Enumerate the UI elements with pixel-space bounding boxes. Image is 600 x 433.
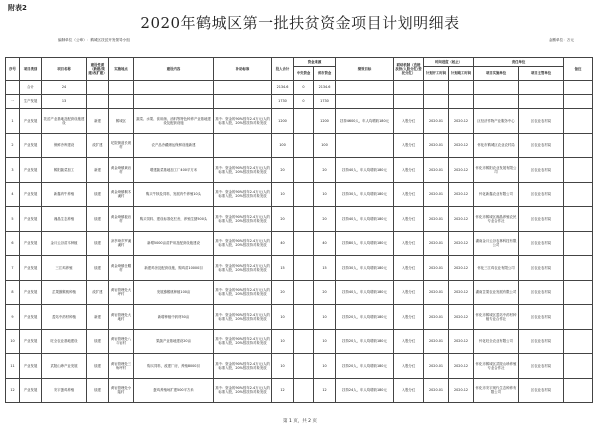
header-location: 实施地点 bbox=[109, 58, 134, 81]
cell-name: 武陵山珍产业发展 bbox=[42, 354, 87, 379]
cell-performance: 扶持30人，年人均增收180元 bbox=[336, 256, 394, 281]
header-supervisor: 项目主管单位 bbox=[519, 67, 564, 81]
cell-remark bbox=[564, 354, 593, 379]
money-unit: 金额单位：万元 bbox=[548, 38, 574, 42]
cell-name: 安宇蛋鸡养殖 bbox=[42, 378, 87, 403]
cell-implementer: 怀化新鑫农业有限公司 bbox=[474, 182, 519, 207]
cell-end: 2020.12 bbox=[449, 305, 474, 330]
cell-seq: 8 bbox=[6, 280, 20, 305]
cell-category: 产业发展 bbox=[20, 158, 42, 183]
total-row bbox=[6, 81, 593, 95]
cell-performance: 扶持40人，年人均增收180元 bbox=[336, 158, 394, 183]
cell-mechanism: 其中：资金的90%按年2.4万元/人的标准入股，20%按扶持对象发放 bbox=[214, 207, 272, 232]
cell-mechanism: 其中：资金的90%按年2.4万元/人的标准入股，20%按扶持对象发放 bbox=[214, 329, 272, 354]
cell-start: 2020.01 bbox=[424, 354, 449, 379]
cell-end: 2020.12 bbox=[449, 329, 474, 354]
table-row bbox=[6, 207, 593, 232]
section-central: 0 bbox=[294, 95, 314, 109]
cell-province: 100 bbox=[314, 133, 336, 158]
cell-implementer: 湖南芷果农业发展有限公司 bbox=[474, 280, 519, 305]
cell-content: 果蔬产业基地建设20亩 bbox=[134, 329, 214, 354]
section-row bbox=[6, 95, 593, 109]
header-content: 建设内容 bbox=[134, 58, 214, 81]
cell-location: 黄金坳镇板岩村 bbox=[109, 207, 134, 232]
cell-total: 10 bbox=[272, 329, 294, 354]
cell-central bbox=[294, 378, 314, 403]
cell-implementer: 怀化市鹤阳农业发展有限公司 bbox=[474, 158, 519, 183]
cell-start: 2020.01 bbox=[424, 231, 449, 256]
table-row bbox=[6, 256, 593, 281]
cell-end: 2020.12 bbox=[449, 231, 474, 256]
header-resp-group: 责任单位 bbox=[474, 58, 564, 67]
cell-end: 2020.12 bbox=[449, 280, 474, 305]
cell-location: 黄金坳镇黄岩村 bbox=[109, 158, 134, 183]
cell-total: 10 bbox=[272, 354, 294, 379]
cell-total: 1200 bbox=[272, 109, 294, 134]
cell-end: 2020.12 bbox=[449, 109, 474, 134]
cell-benefit: 入股分红 bbox=[394, 109, 424, 134]
cell-location: 黄金坳镇仕帽村 bbox=[109, 256, 134, 281]
cell-supervisor: 区农业农村局 bbox=[519, 133, 564, 158]
cell-seq: 2 bbox=[6, 133, 20, 158]
cell-name: 扶贫产业基地及配套设施建设 bbox=[42, 109, 87, 134]
cell-remark bbox=[564, 182, 593, 207]
cell-mechanism: 其中：资金的90%按年2.4万元/人的标准入股，20%按扶持对象发放 bbox=[214, 256, 272, 281]
cell-supervisor: 区农业农村局 bbox=[519, 256, 564, 281]
cell-total: 20 bbox=[272, 280, 294, 305]
cell-supervisor: 区农业农村局 bbox=[519, 109, 564, 134]
cell-implementer: 怀化三江鸡农业有限公司 bbox=[474, 256, 519, 281]
cell-remark bbox=[564, 280, 593, 305]
total-label: 合计 bbox=[20, 81, 42, 95]
header-end: 计划竣工时间 bbox=[449, 67, 474, 81]
cell-province: 10 bbox=[314, 305, 336, 330]
cell-remark bbox=[564, 207, 593, 232]
cell-central bbox=[294, 133, 314, 158]
cell-mechanism: 其中：资金的90%按年2.4万元/人的标准入股，20%按扶持对象发放 bbox=[214, 354, 272, 379]
cell-seq: 10 bbox=[6, 329, 20, 354]
cell-location: 鹤城区 bbox=[109, 109, 134, 134]
cell-benefit: 入股分红 bbox=[394, 305, 424, 330]
cell-performance: 扶持20人，年人均增收180元 bbox=[336, 354, 394, 379]
header-schedule-group: 时间进度（起止） bbox=[424, 58, 474, 67]
cell-performance: 扶持40人，年人均增收180元 bbox=[336, 207, 394, 232]
cell-benefit: 入股分红 bbox=[394, 329, 424, 354]
page-footer: 第 1 页，共 2 页 bbox=[283, 419, 317, 424]
cell-performance: 扶持24人，年人均增收180元 bbox=[336, 378, 394, 403]
cell-supervisor: 区农业农村局 bbox=[519, 182, 564, 207]
cell-remark bbox=[564, 329, 593, 354]
cell-start: 2020.01 bbox=[424, 280, 449, 305]
cell-start: 2020.01 bbox=[424, 207, 449, 232]
header-remark: 备注 bbox=[564, 58, 593, 81]
section-total: 1730 bbox=[272, 95, 294, 109]
cell-implementer: 怀化市鹤城区农业农村局 bbox=[474, 133, 519, 158]
cell-name: 鹤阳蔬菜加工 bbox=[42, 158, 87, 183]
cell-central bbox=[294, 109, 314, 134]
cell-content: 购买饲料，改建厂房，养殖8000羽 bbox=[134, 354, 214, 379]
cell-location: 黄金坳镇桐木溪村 bbox=[109, 182, 134, 207]
cell-performance: 扶持80人，年人均增收180元 bbox=[336, 231, 394, 256]
cell-benefit: 入股分红 bbox=[394, 158, 424, 183]
cell-nature: 续建 bbox=[87, 231, 109, 256]
table-row bbox=[6, 378, 593, 403]
cell-category: 产业发展 bbox=[20, 305, 42, 330]
cell-content: 新增5000亩苗护用及配套设施建设 bbox=[134, 231, 214, 256]
cell-implementer: 怀化市安宇现代生态种养有限公司 bbox=[474, 378, 519, 403]
cell-start: 2020.01 bbox=[424, 378, 449, 403]
cell-end: 2020.12 bbox=[449, 354, 474, 379]
cell-central bbox=[294, 329, 314, 354]
table-row bbox=[6, 305, 593, 330]
header-category: 项目类别 bbox=[20, 58, 42, 81]
header-benefit: 联结机制（直接扶持/入股分红/委托分红） bbox=[394, 58, 424, 81]
cell-central bbox=[294, 231, 314, 256]
table-row bbox=[6, 231, 593, 256]
table-row bbox=[6, 354, 593, 379]
total-central: 0 bbox=[294, 81, 314, 95]
cell-nature: 续建 bbox=[87, 182, 109, 207]
cell-category: 产业发展 bbox=[20, 280, 42, 305]
cell-category: 产业发展 bbox=[20, 133, 42, 158]
header-name: 项目名称 bbox=[42, 58, 87, 81]
cell-start: 2020.01 bbox=[424, 256, 449, 281]
cell-nature: 新建 bbox=[87, 305, 109, 330]
section-province: 1730 bbox=[314, 95, 336, 109]
cell-name: 新鑫肉牛养殖 bbox=[42, 182, 87, 207]
cell-province: 20 bbox=[314, 158, 336, 183]
cell-mechanism: 其中：资金的90%按年2.4万元/人的标准入股，20%按扶持对象发放 bbox=[214, 109, 272, 134]
header-province: 省市资金 bbox=[314, 67, 336, 81]
cell-mechanism: 其中：资金的90%按年2.4万元/人的标准入股，20%按扶持对象发放 bbox=[214, 280, 272, 305]
cell-province: 1200 bbox=[314, 109, 336, 134]
cell-remark bbox=[564, 109, 593, 134]
cell-performance: 扶持4600人，年人均增收180元 bbox=[336, 109, 394, 134]
cell-name: 盈站中药材种植 bbox=[42, 305, 87, 330]
cell-supervisor: 区农业农村局 bbox=[519, 280, 564, 305]
cell-central bbox=[294, 354, 314, 379]
cell-location: 坨院街道长坡村 bbox=[109, 133, 134, 158]
table-row bbox=[6, 109, 593, 134]
cell-category: 产业发展 bbox=[20, 207, 42, 232]
cell-central bbox=[294, 280, 314, 305]
cell-implementer: 湖南金月云谷农林科技有限公司 bbox=[474, 231, 519, 256]
section-count: 13 bbox=[42, 95, 87, 109]
table-row bbox=[6, 133, 593, 158]
cell-province: 20 bbox=[314, 207, 336, 232]
cell-content: 蔬菜、水果、食用菌、油料等特色种养产业基地建设及配套设施 bbox=[134, 109, 214, 134]
cell-benefit: 入股分红 bbox=[394, 280, 424, 305]
cell-nature: 续建 bbox=[87, 329, 109, 354]
cell-start: 2020.01 bbox=[424, 329, 449, 354]
header-start: 计划开工时间 bbox=[424, 67, 449, 81]
cell-province: 20 bbox=[314, 280, 336, 305]
cell-mechanism: 其中：资金的90%按年2.4万元/人的标准入股，20%按扶持对象发放 bbox=[214, 158, 272, 183]
cell-nature: 新建 bbox=[87, 158, 109, 183]
cell-nature: 续建 bbox=[87, 354, 109, 379]
cell-supervisor: 区农业农村局 bbox=[519, 158, 564, 183]
cell-location: 黄岩管理处小陆村 bbox=[109, 378, 134, 403]
cell-province: 12 bbox=[314, 378, 336, 403]
header-central: 中央资金 bbox=[294, 67, 314, 81]
cell-province: 10 bbox=[314, 182, 336, 207]
cell-seq: 4 bbox=[6, 182, 20, 207]
cell-seq: 12 bbox=[6, 378, 20, 403]
table-row bbox=[6, 329, 593, 354]
cell-content: 新建鸡舍及配套设施，购鸡苗10000羽 bbox=[134, 256, 214, 281]
header-performance: 绩效目标 bbox=[336, 58, 394, 81]
cell-total: 10 bbox=[272, 182, 294, 207]
cell-content: 新增种植中药材50亩 bbox=[134, 305, 214, 330]
table-row bbox=[6, 280, 593, 305]
cell-end: 2020.12 bbox=[449, 256, 474, 281]
cell-category: 产业发展 bbox=[20, 329, 42, 354]
header-seq: 序号 bbox=[6, 58, 20, 81]
cell-total: 100 bbox=[272, 133, 294, 158]
cell-performance: 扶持30人，年人均增收180元 bbox=[336, 182, 394, 207]
cell-total: 20 bbox=[272, 207, 294, 232]
total-amount: 2134.6 bbox=[272, 81, 294, 95]
cell-seq: 11 bbox=[6, 354, 20, 379]
cell-mechanism: 其中：资金的90%按年2.4万元/人的标准入股，20%按扶持对象发放 bbox=[214, 231, 272, 256]
cell-central bbox=[294, 182, 314, 207]
cell-province: 40 bbox=[314, 231, 336, 256]
cell-content: 购买饲料、建设标准化栏舍，养殖生猪500头 bbox=[134, 207, 214, 232]
table-row bbox=[6, 182, 593, 207]
cell-name: 三江鸡养殖 bbox=[42, 256, 87, 281]
compiling-unit: 编制单位（公章）：鹤城区扶贫开发领导小组 bbox=[58, 38, 130, 42]
cell-performance: 扶持40人，年人均增收180元 bbox=[336, 280, 394, 305]
cell-province: 10 bbox=[314, 329, 336, 354]
cell-seq: 6 bbox=[6, 231, 20, 256]
cell-remark bbox=[564, 305, 593, 330]
cell-remark bbox=[564, 378, 593, 403]
header-mechanism: 补助标准 bbox=[214, 58, 272, 81]
header-funds-group: 资金来源 bbox=[294, 58, 336, 67]
cell-location: 黄岩管理处三角坪村 bbox=[109, 354, 134, 379]
cell-performance: 扶持20人，年人均增收180元 bbox=[336, 329, 394, 354]
cell-supervisor: 区农业农村局 bbox=[519, 354, 564, 379]
cell-category: 产业发展 bbox=[20, 354, 42, 379]
cell-performance: 扶持20人，年人均增收180元 bbox=[336, 305, 394, 330]
cell-seq: 9 bbox=[6, 305, 20, 330]
total-count: 24 bbox=[42, 81, 87, 95]
cell-supervisor: 区农业农村局 bbox=[519, 207, 564, 232]
cell-seq: 1 bbox=[6, 109, 20, 134]
cell-mechanism: 其中：资金的90%按年2.4万元/人的标准入股，20%按扶持对象发放 bbox=[214, 378, 272, 403]
cell-category: 产业发展 bbox=[20, 231, 42, 256]
cell-location: 黄岩管理处大坪村 bbox=[109, 280, 134, 305]
cell-benefit: 入股分红 bbox=[394, 182, 424, 207]
cell-content: 农产品冷藏储运保鲜设施新建 bbox=[134, 133, 214, 158]
cell-end: 2020.12 bbox=[449, 133, 474, 158]
header-row-1 bbox=[6, 58, 593, 67]
cell-name: 金月云谷苗木种植 bbox=[42, 231, 87, 256]
cell-nature: 新建 bbox=[87, 109, 109, 134]
cell-mechanism: 其中：资金的90%按年2.4万元/人的标准入股，20%按扶持对象发放 bbox=[214, 305, 272, 330]
cell-nature: 改扩建 bbox=[87, 133, 109, 158]
header-implementer: 项目实施单位 bbox=[474, 67, 519, 81]
plan-table bbox=[5, 57, 593, 403]
cell-benefit: 入股分红 bbox=[394, 133, 424, 158]
cell-content: 发展猕猴桃种植100亩 bbox=[134, 280, 214, 305]
cell-name: 旺全农业基地建设 bbox=[42, 329, 87, 354]
header-total: 投入合计 bbox=[272, 58, 294, 81]
cell-nature: 续建 bbox=[87, 256, 109, 281]
cell-implementer: 区经济作物产业服务中心 bbox=[474, 109, 519, 134]
cell-implementer: 怀化市鹤城区武陵山珍养殖专业合作社 bbox=[474, 354, 519, 379]
cell-start: 2020.01 bbox=[424, 305, 449, 330]
cell-benefit: 入股分红 bbox=[394, 231, 424, 256]
section-label: 生产发展 bbox=[20, 95, 42, 109]
cell-remark bbox=[564, 256, 593, 281]
cell-end: 2020.12 bbox=[449, 158, 474, 183]
cell-location: 凉亭坳乡罗溪溪村 bbox=[109, 231, 134, 256]
cell-name: 芷果猕猴桃种植 bbox=[42, 280, 87, 305]
cell-seq: 7 bbox=[6, 256, 20, 281]
cell-implementer: 怀化市鹤城区湘晶养殖农民专业合作社 bbox=[474, 207, 519, 232]
cell-nature: 改扩建 bbox=[87, 280, 109, 305]
annex-label: 附表2 bbox=[8, 4, 27, 12]
cell-remark bbox=[564, 158, 593, 183]
cell-start: 2020.01 bbox=[424, 109, 449, 134]
cell-mechanism bbox=[214, 133, 272, 158]
cell-content: 蛋鸡养殖场扩建500平方米 bbox=[134, 378, 214, 403]
cell-category: 产业发展 bbox=[20, 378, 42, 403]
table-row bbox=[6, 158, 593, 183]
cell-benefit: 入股分红 bbox=[394, 378, 424, 403]
cell-seq: 5 bbox=[6, 207, 20, 232]
cell-category: 产业发展 bbox=[20, 256, 42, 281]
cell-total: 10 bbox=[272, 305, 294, 330]
cell-seq: 3 bbox=[6, 158, 20, 183]
cell-start: 2020.01 bbox=[424, 133, 449, 158]
page-title: 2020年鹤城区第一批扶贫资金项目计划明细表 bbox=[140, 14, 460, 32]
cell-supervisor: 区农业农村局 bbox=[519, 231, 564, 256]
cell-location: 黄岩管理处八斗岩村 bbox=[109, 329, 134, 354]
cell-implementer: 怀化市鹤城区盈站中药材种植专业合作社 bbox=[474, 305, 519, 330]
cell-category: 产业发展 bbox=[20, 182, 42, 207]
cell-central bbox=[294, 305, 314, 330]
cell-name: 湘晶生态养殖 bbox=[42, 207, 87, 232]
cell-name: 保鲜冷库建设 bbox=[42, 133, 87, 158]
header-nature: 建设性质（新建/续建/改扩建） bbox=[87, 58, 109, 81]
cell-nature: 续建 bbox=[87, 378, 109, 403]
cell-start: 2020.01 bbox=[424, 158, 449, 183]
section-seq: 一 bbox=[6, 95, 20, 109]
cell-total: 40 bbox=[272, 231, 294, 256]
cell-end: 2020.12 bbox=[449, 207, 474, 232]
cell-central bbox=[294, 207, 314, 232]
cell-nature: 续建 bbox=[87, 207, 109, 232]
cell-total: 15 bbox=[272, 256, 294, 281]
cell-mechanism: 其中：资金的90%按年2.4万元/人的标准入股，20%按扶持对象发放 bbox=[214, 182, 272, 207]
cell-start: 2020.01 bbox=[424, 182, 449, 207]
cell-benefit: 入股分红 bbox=[394, 354, 424, 379]
cell-content: 购买牛犊及饲料，发展肉牛养殖10头 bbox=[134, 182, 214, 207]
cell-performance bbox=[336, 133, 394, 158]
cell-benefit: 入股分红 bbox=[394, 207, 424, 232]
cell-province: 10 bbox=[314, 354, 336, 379]
total-province: 2134.6 bbox=[314, 81, 336, 95]
cell-supervisor: 区农业农村局 bbox=[519, 378, 564, 403]
cell-central bbox=[294, 256, 314, 281]
cell-supervisor: 区农业农村局 bbox=[519, 329, 564, 354]
cell-implementer: 怀化旺全农业有限公司 bbox=[474, 329, 519, 354]
cell-total: 20 bbox=[272, 158, 294, 183]
cell-end: 2020.12 bbox=[449, 182, 474, 207]
cell-total: 12 bbox=[272, 378, 294, 403]
cell-location: 黄岩管理处大地村 bbox=[109, 305, 134, 330]
cell-supervisor: 区农业农村局 bbox=[519, 305, 564, 330]
cell-category: 产业发展 bbox=[20, 109, 42, 134]
cell-end: 2020.12 bbox=[449, 378, 474, 403]
cell-benefit: 入股分红 bbox=[394, 256, 424, 281]
cell-central bbox=[294, 158, 314, 183]
cell-content: 增建蔬菜基地加工厂400平方米 bbox=[134, 158, 214, 183]
cell-remark bbox=[564, 231, 593, 256]
cell-province: 15 bbox=[314, 256, 336, 281]
cell-remark bbox=[564, 133, 593, 158]
